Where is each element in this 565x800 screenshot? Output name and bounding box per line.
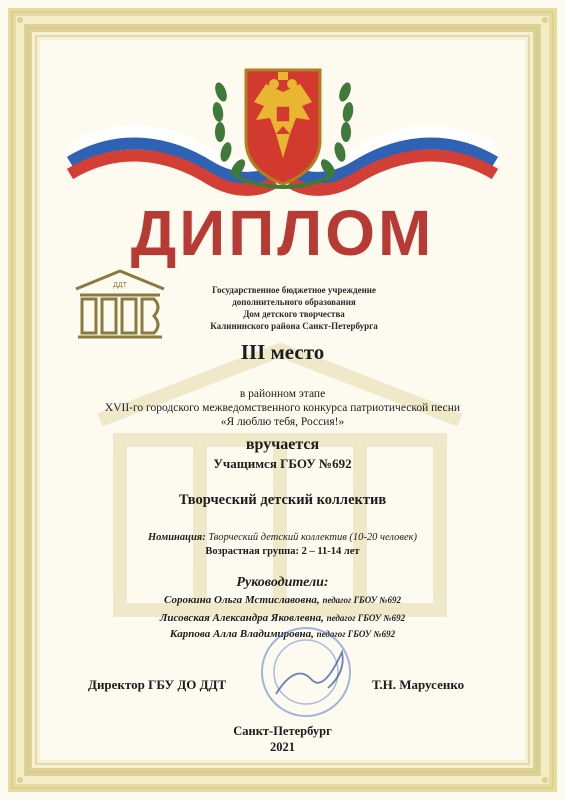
director-title: Директор ГБУ ДО ДДТ (88, 677, 227, 692)
leader-role: педагог ГБОУ №692 (322, 595, 401, 605)
collective-name: Творческий детский коллектив (178, 492, 387, 508)
recipient: Учащимся ГБОУ №692 (213, 456, 352, 471)
leader-name: Карпова Алла Владимировна, (169, 628, 314, 640)
org-line-2: дополнительного образования (232, 297, 356, 307)
leader-role: педагог ГБОУ №692 (326, 613, 406, 623)
org-line-1: Государственное бюджетное учреждение (212, 285, 376, 295)
age-group: Возрастная группа: 2 – 11-14 лет (205, 546, 360, 557)
nomination-line (0, 532, 565, 543)
leaders-heading: Руководители: (236, 575, 329, 590)
nomination-value: Творческий детский коллектив (10-20 человек) (208, 532, 418, 543)
event-line-2: XVII-го городского межведомственного конкурса патриотической песни (104, 402, 461, 414)
event-line-3: «Я люблю тебя, Россия!» (220, 416, 345, 428)
leader-name: Лисовская Александра Яковлевна, (159, 612, 324, 624)
diploma-title: ДИПЛОМ (130, 197, 435, 269)
year: 2021 (270, 740, 295, 754)
place-heading: III место (240, 340, 325, 364)
leader-1 (0, 594, 565, 606)
director-name: Т.Н. Марусенко (372, 677, 465, 692)
leader-name: Сорокина Ольга Мстиславовна, (164, 594, 320, 606)
signature-icon (276, 652, 343, 694)
ddt-logo-icon (70, 267, 170, 339)
official-stamp-icon (246, 622, 366, 722)
coat-of-arms-icon (196, 62, 370, 192)
awarded-label: вручается (245, 436, 320, 453)
org-line-3: Дом детского творчества (243, 309, 345, 319)
organization-block (189, 284, 399, 332)
event-line-1: в районном этапе (239, 388, 326, 400)
nomination-label: Номинация: (147, 532, 206, 543)
svg-text:ДДТ: ДДТ (113, 282, 127, 289)
city: Санкт-Петербург (233, 724, 332, 738)
org-line-4: Калининского района Санкт-Петербурга (210, 321, 378, 331)
leader-role: педагог ГБОУ №692 (316, 629, 396, 639)
